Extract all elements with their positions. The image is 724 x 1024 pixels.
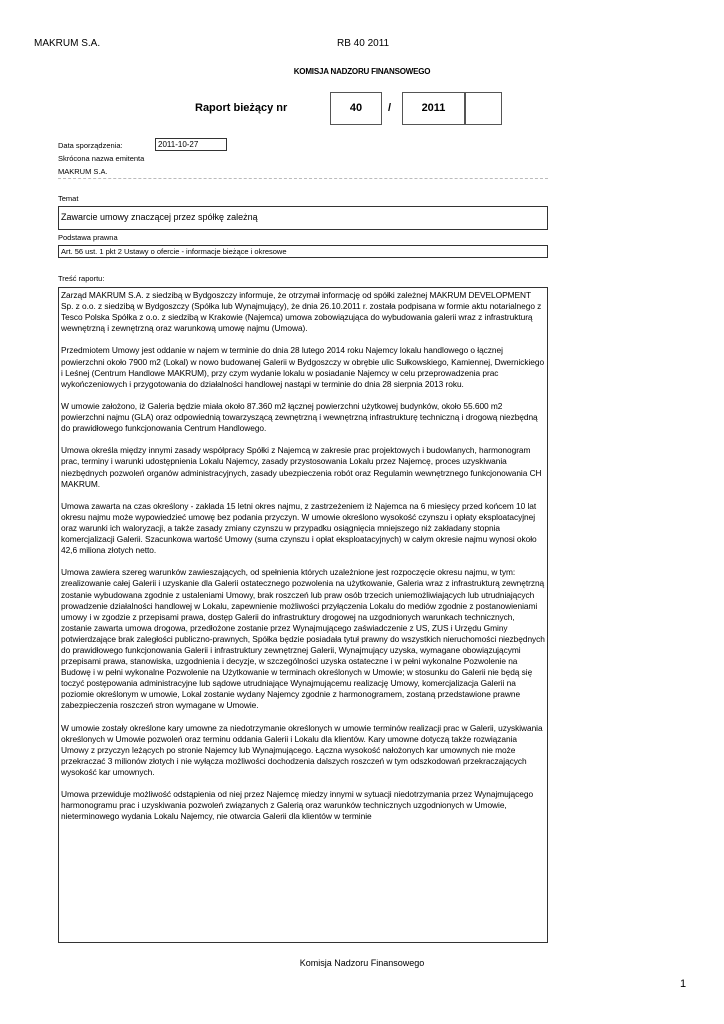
paragraph-1: Zarząd MAKRUM S.A. z siedzibą w Bydgoszczy informuje, że otrzymał informację od spółki zależnej MAKRUM DEVELOPMENT Sp. z o.o. z siedzibą w Bydgoszczy (Spółka lub Wynajmujący), że dnia 26.10.2011 r. została podpisana w formie aktu notarialnego z Tesco Polska Spółka z o.o. z siedzibą w Krakowie (Najemca) umowa zobowiązująca do wybudowania galerii wraz z infrastrukturą wewnętrzną i zewnętrzną oraz warunkową umowę najmu (Umowa).	[61, 290, 542, 334]
paragraph-5: Umowa zawarta na czas określony - zakłada 15 letni okres najmu, z zastrzeżeniem iż Najemca na 6 miesięcy przed końcem 10 lat okresu najmu może wypowiedzieć umowę bez podania przyczyn. W umowie określono wysokość czynszu i opłaty eksploatacyjnej oraz warunki ich waloryzacji, a także zasady zmiany czynszu w przypadku osiągnięcia mniejszego niż zakładany stopnia komercjalizacji Galerii. Szacunkowa wartość Umowy (suma czynszu i opłat eksploatacyjnych) w całym okresie najmu wynosi około 42,6 miliona złotych netto.	[61, 500, 537, 556]
content-label: Treść raportu:	[58, 274, 105, 283]
issuer-label: Skrócona nazwa emitenta	[58, 154, 145, 163]
report-label: Raport bieżący nr	[195, 102, 288, 114]
legal-basis-value: Art. 56 ust. 1 pkt 2 Ustawy o ofercie - informacje bieżące i okresowe	[61, 247, 287, 256]
report-content	[58, 287, 548, 943]
paragraph-4: Umowa określa między innymi zasady współpracy Spółki z Najemcą w zakresie prac projektowych i budowlanych, harmonogram prac, terminy i warunki udostępnienia Lokalu Najemcy, zasady przystosowania Lokalu przez Najemcę, proces uzyskiwania niezbędnych pozwoleń organów administracyjnych, zasady ubezpieczenia robót oraz Regulamin wewnętrznego funkcjonowania CH MAKRUM.	[61, 445, 542, 489]
subject-value: Zawarcie umowy znaczącej przez spółkę zależną	[61, 212, 258, 222]
issuer-value: MAKRUM S.A.	[58, 167, 108, 176]
legal-basis-label: Podstawa prawna	[58, 233, 118, 242]
legal-basis-field	[58, 245, 548, 258]
paragraph-8: Umowa przewiduje możliwość odstąpienia od niej przez Najemcę miedzy innymi w sytuacji niedotrzymania przez Wynajmującego harmonogramu prac i uzyskiwania pozwoleń związanych z Galerią oraz warunków technicznych uzgodnionych w Umowie, nieterminowego wydania Lokalu Najemcy, nie otwarcia Galerii dla klientów w terminie	[61, 789, 534, 822]
subject-label: Temat	[58, 194, 79, 203]
authority-title: KOMISJA NADZORU FINANSOWEGO	[293, 67, 431, 76]
date-value: 2011-10-27	[158, 140, 199, 149]
report-number: 40	[349, 102, 363, 114]
date-field	[155, 138, 227, 151]
report-extra-box	[465, 92, 502, 125]
paragraph-3: W umowie założono, iż Galeria będzie miała około 87.360 m2 łącznej powierzchni użytkowej budynków, około 55.600 m2 powierzchni najmu (GLA) oraz odpowiednią towarzyszącą zewnętrzną i wewnętrzną infrastrukturę techniczną i drogową niezbędną do prawidłowego funkcjonowania Centrum Handlowego.	[61, 400, 538, 434]
page-number: 1	[680, 978, 687, 990]
header-report-ref: RB 40 2011	[337, 38, 390, 49]
paragraph-6: Umowa zawiera szereg warunków zawieszających, od spełnienia których uzależnione jest rozpoczęcie okresu najmu, w tym: zrealizowanie całej Galerii i uzyskanie dla Galerii ostatecznego pozwolenia na użytkowanie, Galeria wraz z infrastrukturą zewnętrzną zostanie wybudowana zgodnie z ustaleniami Umowy, brak roszczeń lub praw osób trzecich uniemożliwiających lub utrudniających prowadzenie działalności handlowej w Lokalu, zapewnienie możliwości przyłączenia Lokalu do mediów zgodnie z postanowieniami umowy i w zgodzie z przepisami prawa, dostęp Galerii do infrastruktury drogowej na uzgodnionych warunkach technicznych, zostanie zawarta umowa drogowa, przedłożone zostanie przez Wynajmującego zaświadczenie z US, ZUS i Urzędu Gminy potwierdzające brak zaległości publiczno-prawnych, Spółka będzie posiadała tytuł prawny do wszystkich nieruchomości niezbędnych do prawidłowego funkcjonowania Galerii i infrastruktury zewnętrznej Galerii, Wynajmujący uzyska, wymagane obowiązującymi przepisami prawa, stanowiska, uzgodnienia i decyzje, w szczególności uzyska ostateczne i w pełni wykonalne Pozwolenie na Budowę i w pełni wykonalne Pozwolenie na Użytkowanie w terminach określonych w Umowie; w stosunku do Galerii nie będą się toczyć postępowania administracyjne lub sądowe utrudniające Wynajmującemu realizację Umowy, komercjalizacja Galerii na poziomie określonym w umowie, Lokal zostanie wydany Najemcy zgodnie z harmonogramem, zostaną przedstawione prawne zabezpieczenia roszczeń stron wymagane w Umowie.	[61, 567, 545, 711]
paragraph-2: Przedmiotem Umowy jest oddanie w najem w terminie do dnia 28 lutego 2014 roku Najemcy lokalu handlowego o łącznej powierzchni około 7900 m2 (Lokal) w nowo budowanej Galerii w Bydgoszczy w obrębie ulic Sułkowskiego, Kamiennej, Dwernickiego i Leśnej (Centrum Handlowe MAKRUM), przy czym wydanie lokalu w posiadanie Najemcy w celu przeprowadzenia prac wykończeniowych i przygotowania do działalności handlowej nastąpi w terminie do dnia 28 sierpnia 2013 roku.	[61, 345, 545, 389]
report-separator: /	[388, 102, 392, 114]
report-year: 2011	[421, 102, 446, 114]
footer-authority: Komisja Nadzoru Finansowego	[299, 958, 425, 968]
header-company: MAKRUM S.A.	[34, 38, 101, 49]
date-label: Data sporządzenia:	[58, 141, 123, 150]
subject-field	[58, 206, 548, 230]
paragraph-7: W umowie zostały określone kary umowne za niedotrzymanie określonych w umowie terminów realizacji prac w Galerii, uzyskiwania określonych w Umowie pozwoleń oraz terminu oddania Galerii i Lokalu dla klientów. Kary umowne dotyczą także rozwiązania Umowy z przyczyn leżących po stronie Najemcy lub Wynajmującego. Łączna wysokość nałożonych kar umownych nie może przekraczać 3 milionów złotych i nie wyłącza możliwości dochodzenia dalszych roszczeń w tym odszkodowań przekraczających wysokość kar umownych.	[61, 722, 543, 778]
divider	[58, 178, 548, 179]
